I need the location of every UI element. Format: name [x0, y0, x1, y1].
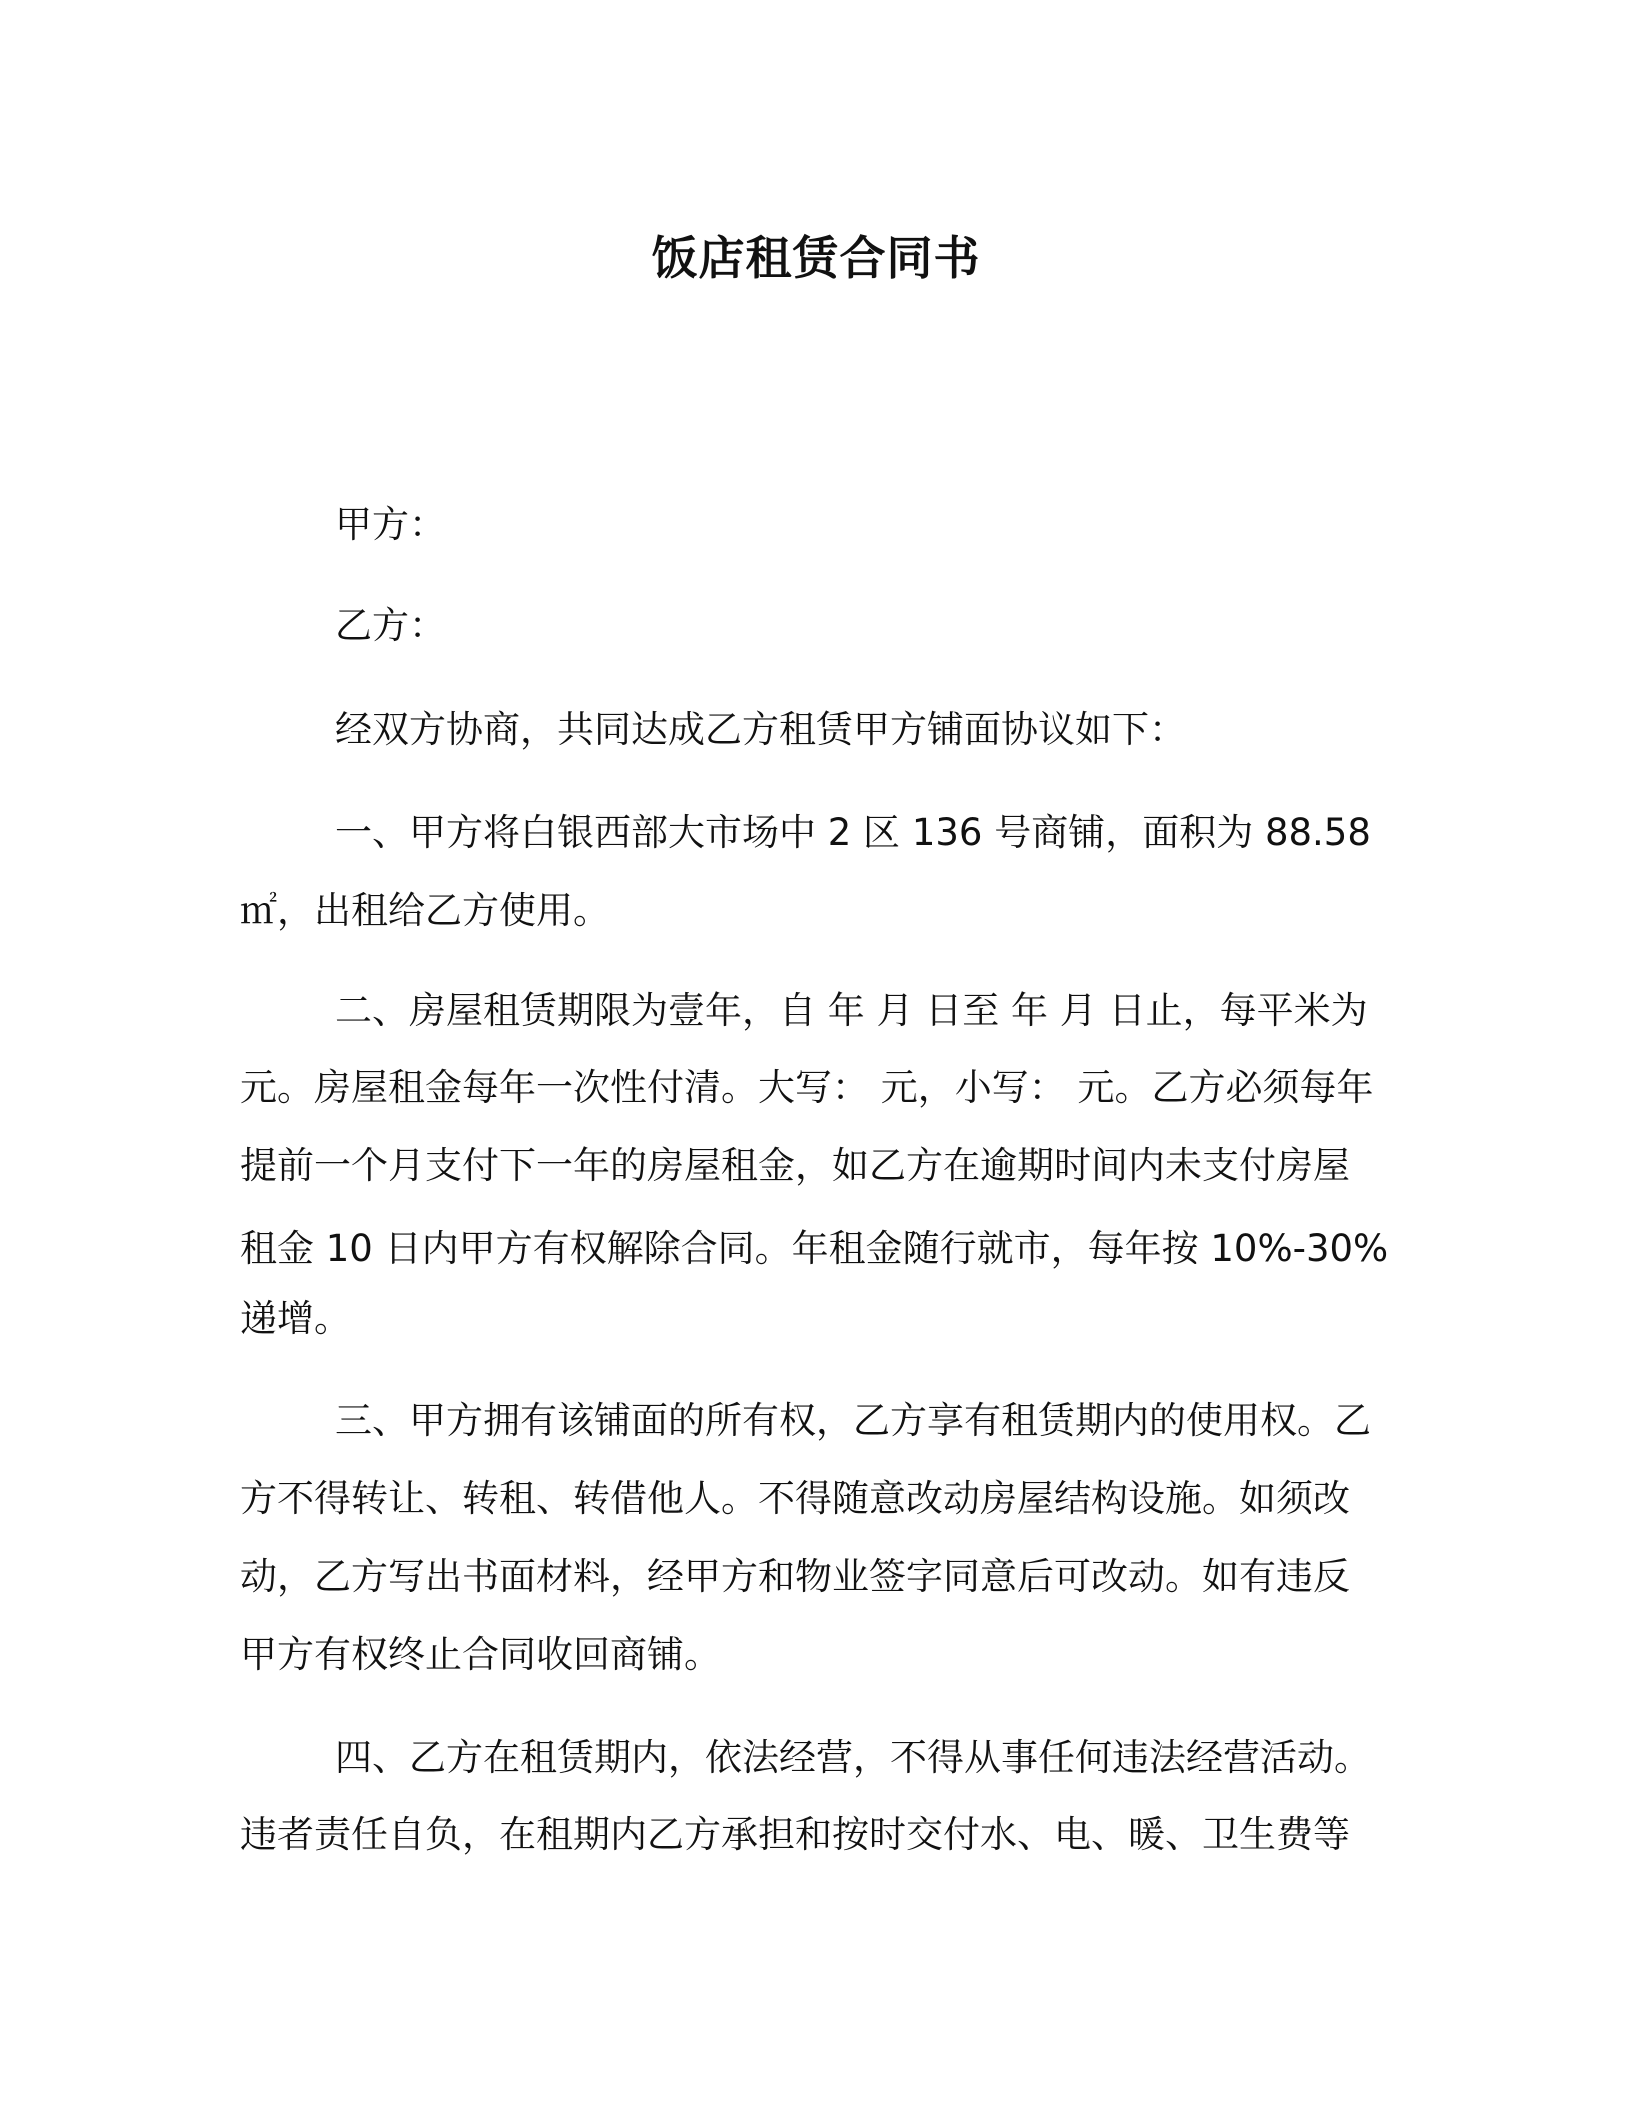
- clause4-line: 四、乙方在租赁期内，依法经营，不得从事任何违法经营活动。: [335, 1736, 1371, 1779]
- clause4-line: 违者责任自负，在租期内乙方承担和按时交付水、电、暖、卫生费等: [240, 1813, 1350, 1856]
- clause3-line: 动，乙方写出书面材料，经甲方和物业签字同意后可改动。如有违反: [240, 1555, 1350, 1598]
- party-b-label: 乙方：: [335, 604, 446, 647]
- clause1-line: ㎡，出租给乙方使用。: [240, 889, 610, 932]
- clause2-line: 元。房屋租金每年一次性付清。大写： 元，小写： 元。乙方必须每年: [240, 1066, 1374, 1109]
- clause3-line: 方不得转让、转租、转借他人。不得随意改动房屋结构设施。如须改: [240, 1477, 1350, 1520]
- clause2-line: 二、房屋租赁期限为壹年，自 年 月 日至 年 月 日止，每平米为: [335, 989, 1368, 1032]
- clause1-line: 一、甲方将白银西部大市场中 2 区 136 号商铺，面积为 88.58: [335, 811, 1371, 854]
- clause2-line: 提前一个月支付下一年的房屋租金，如乙方在逾期时间内未支付房屋: [240, 1144, 1350, 1187]
- party-a-label: 甲方：: [335, 503, 446, 546]
- intro-paragraph: 经双方协商，共同达成乙方租赁甲方铺面协议如下：: [335, 708, 1186, 751]
- clause3-line: 三、甲方拥有该铺面的所有权，乙方享有租赁期内的使用权。乙: [335, 1399, 1371, 1442]
- clause2-line: 递增。: [240, 1297, 351, 1340]
- clause3-line: 甲方有权终止合同收回商铺。: [240, 1633, 721, 1676]
- document-title: 饭店租赁合同书: [651, 231, 981, 285]
- clause2-line: 租金 10 日内甲方有权解除合同。年租金随行就市，每年按 10%-30%: [240, 1227, 1389, 1270]
